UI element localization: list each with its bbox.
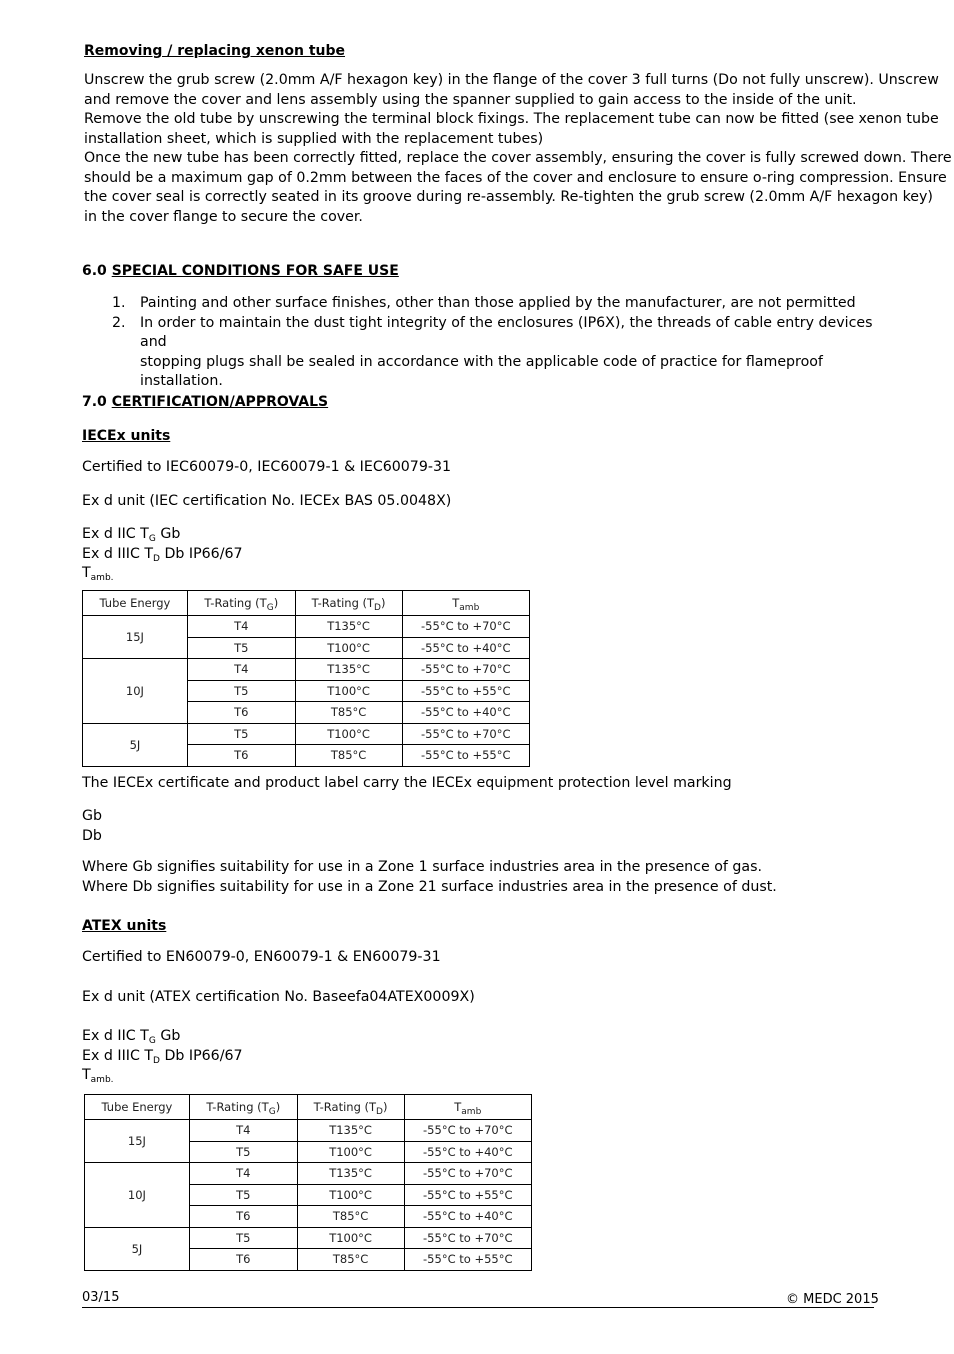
td-cell: T100°C	[295, 680, 402, 702]
header-t-rating-td: T-Rating $(T_D)$	[297, 1095, 404, 1120]
text-line: installation sheet, which is supplied with the replacement tubes)	[84, 130, 544, 147]
tg-cell: T4	[187, 659, 295, 681]
tube-energy-cell: 10J	[83, 659, 188, 724]
td-cell: T100°C	[297, 1184, 404, 1206]
tg-cell: T5	[187, 680, 295, 702]
tamb-cell: -55°C to +55°C	[404, 1249, 531, 1271]
table-header-row	[85, 1095, 532, 1120]
footer-divider	[82, 1307, 874, 1308]
atex-exd-text: Ex d unit (ATEX certification No. Baseefa04ATEX0009X)	[82, 989, 475, 1005]
td-cell: T135°C	[297, 1163, 404, 1185]
footer-date: 03/15	[82, 1290, 120, 1305]
header-tube-energy: Tube Energy	[83, 591, 188, 616]
text-line: the cover seal is correctly seated in its groove during re-assembly. Re-tighten the grub screw (2.0mm A/F hexagon key)	[84, 189, 933, 205]
tg-cell: T5	[189, 1141, 297, 1163]
section-6-heading	[82, 262, 399, 282]
section-7-heading	[82, 393, 328, 413]
td-cell: T100°C	[297, 1141, 404, 1163]
tg-cell: T4	[189, 1163, 297, 1185]
tamb-cell: -55°C to +40°C	[402, 702, 529, 724]
tg-cell: T5	[189, 1227, 297, 1249]
tube-energy-cell: 5J	[83, 723, 188, 766]
text-line: Remove the old tube by unscrewing the terminal block fixings. The replacement tube can now be fitted (see xenon tube	[84, 111, 939, 127]
section-number: 7.0	[82, 394, 107, 410]
td-cell: T135°C	[297, 1120, 404, 1142]
td-cell: T85°C	[297, 1249, 404, 1271]
section-title: CERTIFICATION/APPROVALS	[111, 394, 329, 410]
xenon-tube-heading: Removing / replacing xenon tube	[84, 43, 346, 59]
td-cell: T100°C	[295, 637, 402, 659]
tamb-cell: -55°C to +55°C	[402, 745, 529, 767]
footer-copyright: © MEDC 2015	[786, 1292, 879, 1307]
text-line: and remove the cover and lens assembly using the spanner supplied to gain access to the inside of the unit.	[84, 91, 857, 108]
tube-energy-cell: 5J	[85, 1227, 190, 1270]
tg-cell: T5	[187, 637, 295, 659]
table-row	[83, 723, 530, 745]
text-line: in the cover flange to secure the cover.	[84, 208, 363, 225]
iecex-certified-text: Certified to IEC60079-0, IEC60079-1 & IEC60079-31	[82, 459, 452, 475]
tg-cell: T4	[187, 616, 295, 638]
table-row	[85, 1163, 532, 1185]
section-number: 6.0	[82, 263, 107, 279]
tg-cell: T5	[189, 1184, 297, 1206]
atex-certified-text: Certified to EN60079-0, EN60079-1 & EN60079-31	[82, 949, 441, 965]
tg-cell: T6	[187, 745, 295, 767]
text-line: Once the new tube has been correctly fitted, replace the cover assembly, ensuring the cover is fully screwed down. There	[84, 150, 952, 166]
epl-explanation: Where Gb signifies suitability for use in a Zone 1 surface industries area in the presence of gas. Where Db signifies suitability for use in a Zone 21 surface industries area in the presence of dust.	[82, 859, 777, 895]
list-item: 2. In order to maintain the dust tight integrity of the enclosures (IP6X), the threads of cable entry devices and stopping plugs shall be sealed in accordance with the applicable code of practice for flameproof installation.	[112, 314, 873, 389]
epl-list: Gb Db	[82, 808, 102, 844]
header-t-rating-tg: T-Rating $(T_G)$	[187, 591, 295, 616]
td-cell: T135°C	[295, 659, 402, 681]
td-cell: T135°C	[295, 616, 402, 638]
header-t-rating-td: T-Rating $(T_D)$	[295, 591, 402, 616]
tamb-cell: -55°C to +70°C	[402, 659, 529, 681]
tg-cell: T6	[189, 1206, 297, 1228]
tamb-cell: -55°C to +70°C	[404, 1227, 531, 1249]
iecex-rating-table	[82, 590, 530, 767]
tg-cell: T4	[189, 1120, 297, 1142]
tamb-cell: -55°C to +55°C	[402, 680, 529, 702]
atex-rating-table	[84, 1094, 532, 1271]
tamb-cell: -55°C to +40°C	[404, 1206, 531, 1228]
tamb-cell: -55°C to +70°C	[402, 616, 529, 638]
td-cell: T100°C	[295, 723, 402, 745]
tamb-cell: -55°C to +70°C	[402, 723, 529, 745]
iecex-exd-text: Ex d unit (IEC certification No. IECEx BAS 05.0048X)	[82, 493, 452, 509]
xenon-tube-paragraph-1	[84, 71, 952, 227]
iecex-marking: Ex d IIC $T_G$ Gb Ex d IIIC $T_D$ Db IP66/67 $T_{amb.}$	[82, 526, 243, 583]
tamb-cell: -55°C to +70°C	[404, 1120, 531, 1142]
td-cell: T85°C	[295, 745, 402, 767]
iecex-epl-text: The IECEx certificate and product label carry the IECEx equipment protection level marking	[82, 775, 732, 791]
tg-cell: T5	[187, 723, 295, 745]
tube-energy-cell: 10J	[85, 1163, 190, 1228]
section-title: SPECIAL CONDITIONS FOR SAFE USE	[111, 263, 399, 279]
tube-energy-cell: 15J	[85, 1120, 190, 1163]
tamb-cell: -55°C to +70°C	[404, 1163, 531, 1185]
table-header-row	[83, 591, 530, 616]
tamb-cell: -55°C to +40°C	[402, 637, 529, 659]
tamb-cell: -55°C to +55°C	[404, 1184, 531, 1206]
atex-heading: ATEX units	[82, 918, 167, 934]
text-line: should be a maximum gap of 0.2mm between the faces of the cover and enclosure to ensure o-ring compression. Ensure	[84, 169, 947, 186]
header-t-rating-tg: T-Rating $(T_G)$	[189, 1095, 297, 1120]
safe-use-conditions-list	[82, 294, 902, 392]
td-cell: T85°C	[295, 702, 402, 724]
table-row	[83, 659, 530, 681]
list-item: 1. Painting and other surface finishes, other than those applied by the manufacturer, are not permitted	[112, 295, 856, 311]
table-row	[83, 616, 530, 638]
tube-energy-cell: 15J	[83, 616, 188, 659]
tamb-cell: -55°C to +40°C	[404, 1141, 531, 1163]
atex-marking: Ex d IIC $T_G$ Gb Ex d IIIC $T_D$ Db IP66/67 $T_{amb.}$	[82, 1028, 243, 1085]
tg-cell: T6	[187, 702, 295, 724]
td-cell: T85°C	[297, 1206, 404, 1228]
iecex-heading: IECEx units	[82, 428, 171, 444]
header-t-amb: $T_{amb}$	[402, 591, 529, 616]
tg-cell: T6	[189, 1249, 297, 1271]
table-row	[85, 1120, 532, 1142]
table-row	[85, 1227, 532, 1249]
header-tube-energy: Tube Energy	[85, 1095, 190, 1120]
td-cell: T100°C	[297, 1227, 404, 1249]
text-line: Unscrew the grub screw (2.0mm A/F hexagon key) in the flange of the cover 3 full turns (Do not fully unscrew). Unscrew	[84, 72, 939, 88]
header-t-amb: $T_{amb}$	[404, 1095, 531, 1120]
